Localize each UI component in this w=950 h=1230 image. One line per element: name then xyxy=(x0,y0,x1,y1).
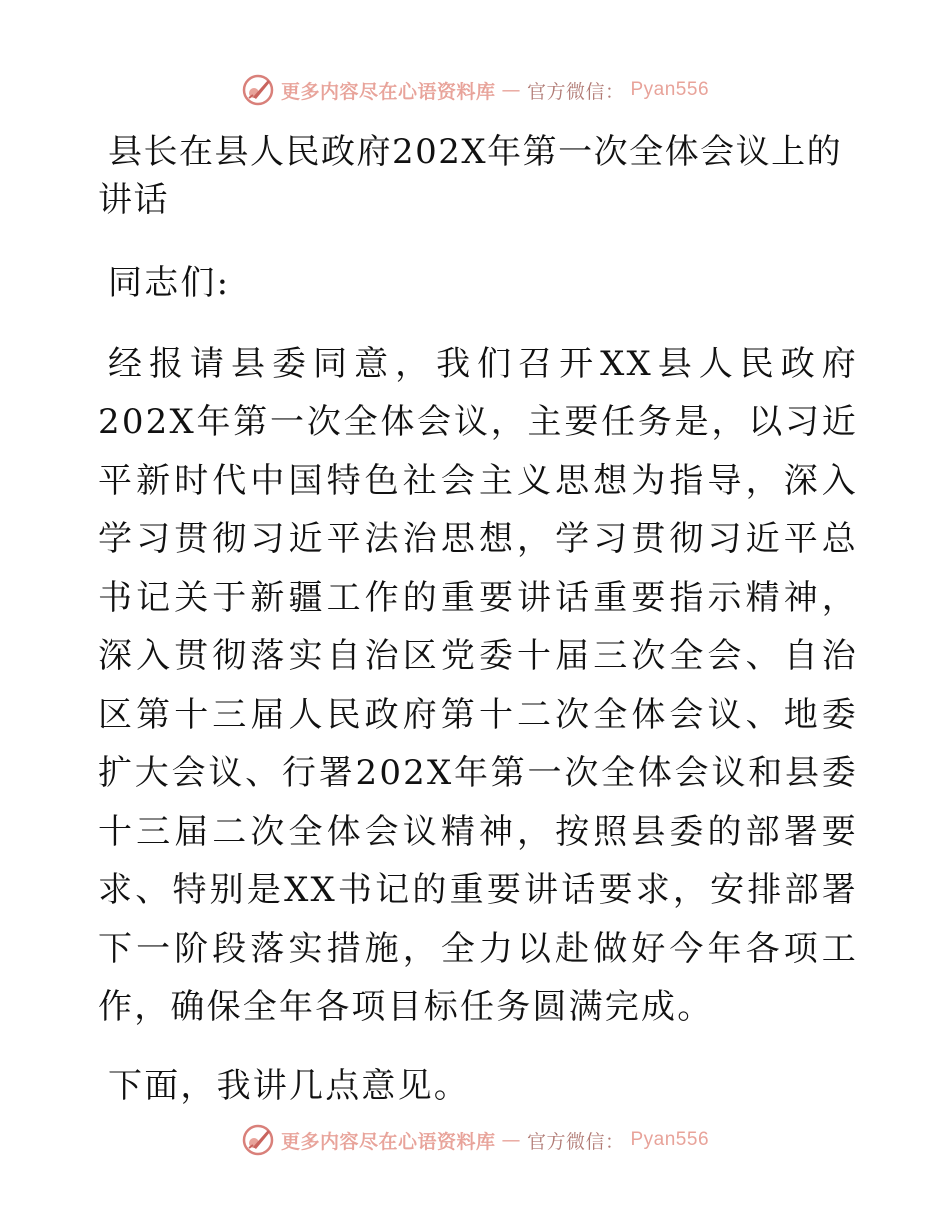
watermark-wechat-label: 官方微信： xyxy=(526,1130,625,1153)
document-title: 县长在县人民政府202X年第一次全体会议上的讲话 xyxy=(98,132,843,220)
watermark-account: Pyan556 xyxy=(630,79,710,100)
quill-logo-icon xyxy=(241,1123,275,1157)
watermark-account: Pyan556 xyxy=(630,1129,710,1150)
watermark-banner-bottom xyxy=(0,1122,950,1158)
document-body xyxy=(98,128,858,1115)
paragraph-main: 经报请县委同意，我们召开XX县人民政府202X年第一次全体会议，主要任务是，以习近平新时代中国特色社会主义思想为指导，深入学习贯彻习近平法治思想，学习贯彻习近平总书记关于新疆工作的重要讲话重要指示精神，深入贯彻落实自治区党委十届三次全会、自治区第十三届人民政府第十二次全体会议、地委扩大会议、行署202X年第一次全体会议和县委十三届二次全体会议精神，按照县委的部署要求、特别是XX书记的重要讲话要求，安排部署下一阶段落实措施，全力以赴做好今年各项工作，确保全年各项目标任务圆满完成。 xyxy=(98,343,858,1027)
greeting: 同志们: xyxy=(108,263,231,303)
watermark-separator: — xyxy=(501,79,521,101)
watermark-separator: — xyxy=(501,1129,521,1151)
watermark-site-text: 更多内容尽在心语资料库 xyxy=(280,1130,496,1153)
watermark-wechat-label: 官方微信： xyxy=(526,80,625,103)
paragraph-closing: 下面，我讲几点意见。 xyxy=(108,1065,470,1106)
watermark-site-text: 更多内容尽在心语资料库 xyxy=(280,80,496,103)
watermark-banner-top xyxy=(0,72,950,108)
quill-logo-icon xyxy=(241,73,275,107)
